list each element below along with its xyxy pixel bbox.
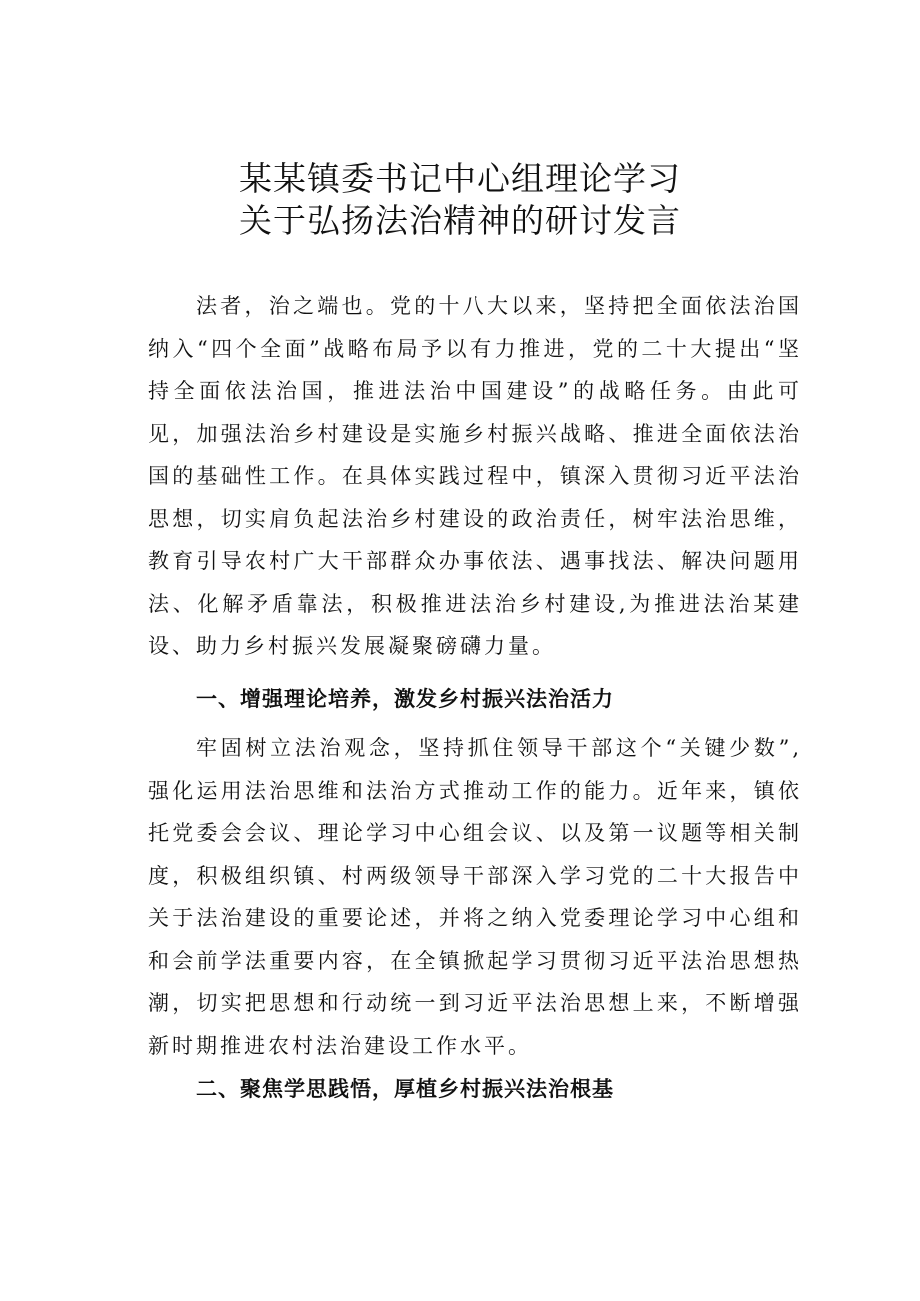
section-heading-2: 二、聚焦学思践悟，厚植乡村振兴法治根基 xyxy=(196,1077,614,1101)
document-title-line-2: 关于弘扬法治精神的研讨发言 xyxy=(239,201,681,240)
section-1-paragraph: 牢固树立法治观念，坚持抓住领导干部这个“关键少数”,强化运用法治思维和法治方式推动工作的能力。近年来，镇依托党委会会议、理论学习中心组会议、以及第一议题等相关制度，积极组织镇、村两级领导干部深入学习党的二十大报告中关于法治建设的重要论述，并将之纳入党委理论学习中心组和和会前学法重要内容，在全镇掀起学习贯彻习近平法治思想热潮，切实把思想和行动统一到习近平法治思想上来，不断增强新时期推进农村法治建设工作水平。 xyxy=(148,736,802,1058)
section-heading-1: 一、增强理论培养，激发乡村振兴法治活力 xyxy=(196,687,614,711)
document-title-line-1: 某某镇委书记中心组理论学习 xyxy=(239,159,681,198)
intro-paragraph: 法者，治之端也。党的十八大以来，坚持把全面依法治国纳入“四个全面”战略布局予以有力推进，党的二十大提出“坚持全面依法治国，推进法治中国建设”的战略任务。由此可见，加强法治乡村建设是实施乡村振兴战略、推进全面依法治国的基础性工作。在具体实践过程中，镇深入贯彻习近平法治思想，切实肩负起法治乡村建设的政治责任，树牢法治思维，教育引导农村广大干部群众办事依法、遇事找法、解决问题用法、化解矛盾靠法，积极推进法治乡村建设,为推进法治某建设、助力乡村振兴发展凝聚磅礴力量。 xyxy=(148,294,802,658)
